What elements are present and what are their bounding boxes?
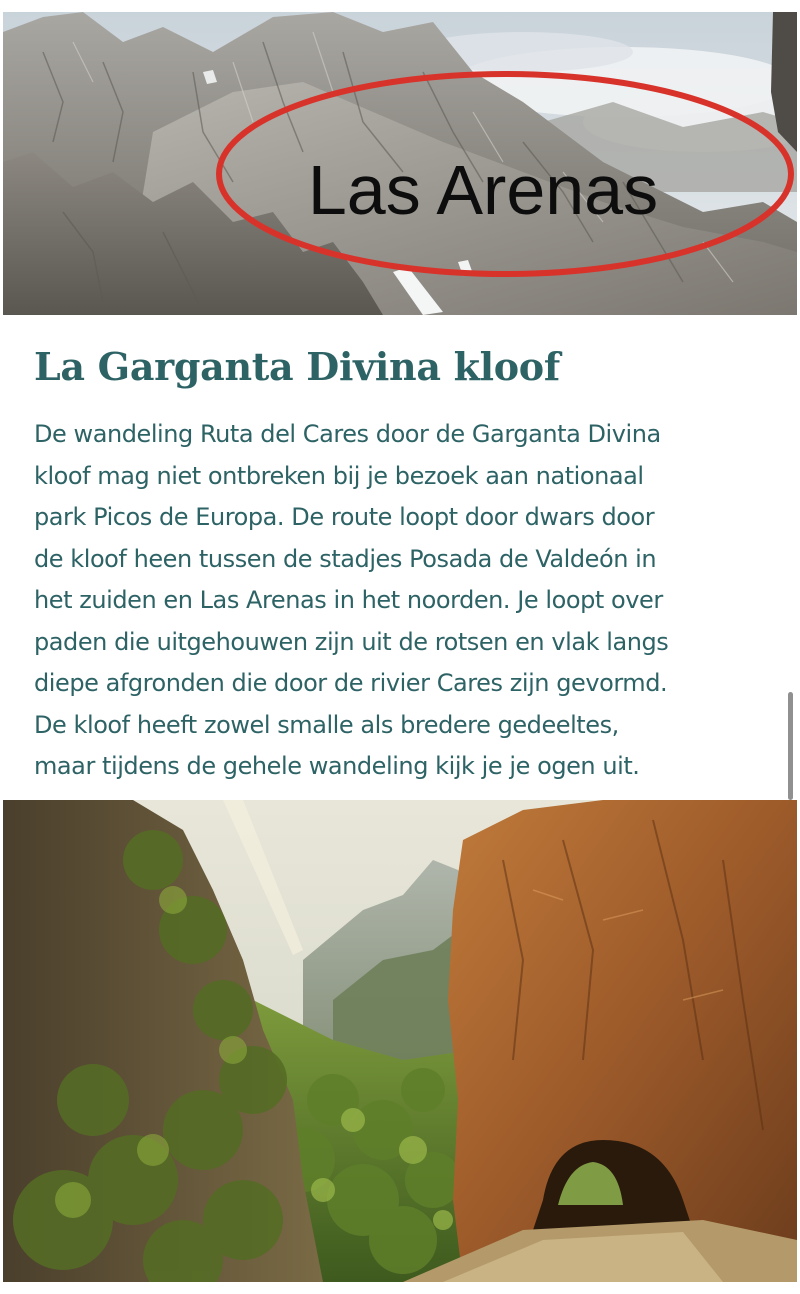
body-line: maar tijdens de gehele wandeling kijk je je ogen uit.: [34, 752, 640, 780]
canyon-photo: [3, 800, 797, 1282]
body-line: het zuiden en Las Arenas in het noorden. Je loopt over: [34, 586, 663, 614]
article-title: La Garganta Divina kloof: [34, 344, 560, 389]
body-line: De wandeling Ruta del Cares door de Garganta Divina: [34, 420, 661, 448]
canyon-illustration: [3, 800, 797, 1282]
article-body: [34, 414, 774, 788]
scrollbar-thumb[interactable]: [788, 692, 793, 800]
body-line: diepe afgronden die door de rivier Cares zijn gevormd.: [34, 669, 668, 697]
article-section: [34, 340, 774, 788]
body-line: paden die uitgehouwen zijn uit de rotsen en vlak langs: [34, 627, 669, 656]
mountain-photo: [3, 12, 797, 315]
body-line: de kloof heen tussen de stadjes Posada de Valdeón in: [34, 544, 657, 573]
body-line: De kloof heeft zowel smalle als bredere gedeeltes,: [34, 710, 619, 739]
body-line: park Picos de Europa. De route loopt door dwars door: [34, 503, 655, 531]
place-label: Las Arenas: [307, 151, 659, 229]
body-line: kloof mag niet ontbreken bij je bezoek aan nationaal: [34, 461, 644, 490]
